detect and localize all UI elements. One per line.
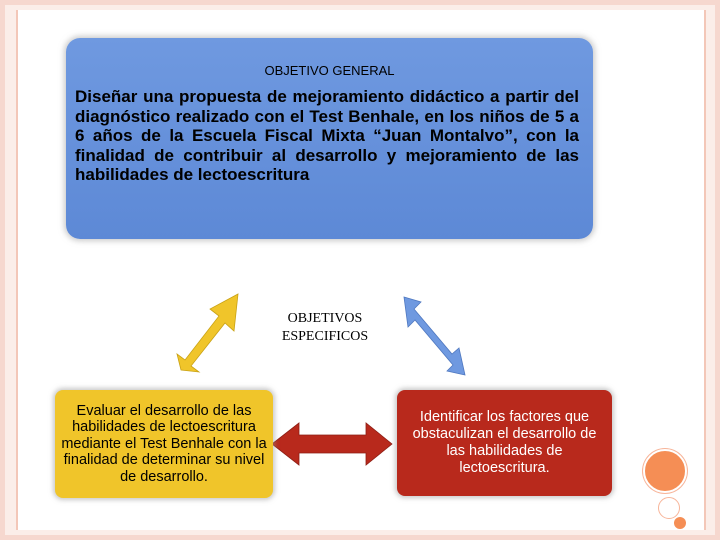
general-objective-title: OBJETIVO GENERAL bbox=[264, 63, 395, 78]
left-diagonal-double-arrow bbox=[177, 294, 238, 372]
specific-objective-1-box bbox=[55, 390, 273, 498]
right-diagonal-double-arrow bbox=[404, 297, 465, 375]
specific-title-line1: OBJETIVOS bbox=[287, 311, 363, 326]
horizontal-double-arrow bbox=[272, 423, 392, 465]
specific-objective-1-text: Evaluar el desarrollo de las habilidades de lectoescritura mediante el Test Benhale con la finalidad de determinar su nivel de desarrollo. bbox=[61, 402, 267, 485]
general-objective-text: Diseñar una propuesta de mejoramiento didáctico a partir del diagnóstico realizado con el Test Benhale, en los niños de 5 a 6 años de la Escuela Fiscal Mixta “Juan Montalvo”, con la finalidad de contribuir al desarrollo y mejoramiento de las habilidades de lectoescritura bbox=[75, 87, 579, 184]
specific-objective-2-text: Identificar los factores que obstaculizan el desarrollo de las habilidades de lectoescritura. bbox=[412, 409, 597, 476]
specific-objective-2-box bbox=[397, 390, 612, 496]
specific-title-line2: ESPECIFICOS bbox=[281, 329, 369, 344]
